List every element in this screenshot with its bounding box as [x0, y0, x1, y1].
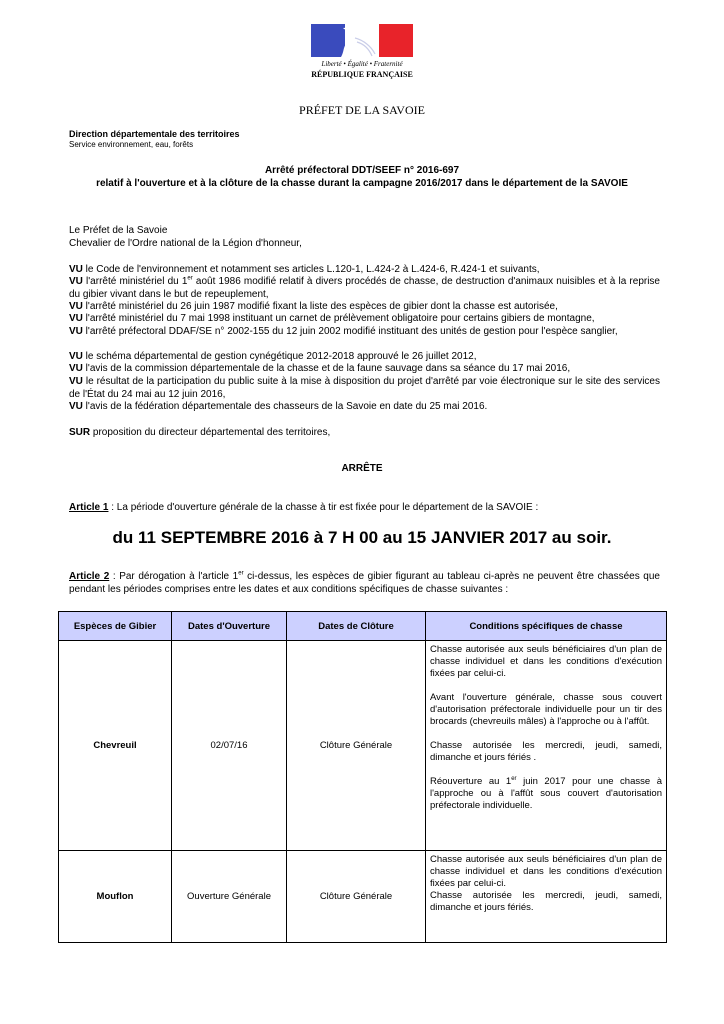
vu-paragraph-7	[69, 363, 660, 376]
republique-francaise-logo	[309, 24, 415, 88]
vu-paragraph-5	[69, 326, 660, 339]
vu-text: l'arrêté ministériel du 26 juin 1987 modifié fixant la liste des espèces de gibier dont la chasse est autorisée,	[82, 301, 558, 312]
article-1	[69, 502, 660, 515]
arrete-heading: ARRÊTE	[341, 463, 383, 474]
vu-paragraph-4	[69, 313, 660, 326]
vu-paragraph-1	[69, 264, 660, 277]
condition-text: Réouverture au 1er juin 2017 pour une chasse à l'approche ou à l'affût sous couvert d'autorisation préfectorale individuelle.	[430, 775, 662, 811]
vu-paragraph-6	[69, 351, 660, 364]
superscript: er	[238, 570, 244, 577]
vu-text: l'arrêté ministériel du 1	[82, 276, 188, 287]
vu-text: l'arrêté ministériel du 7 mai 1998 instituant un carnet de prélèvement obligatoire pour certains gibiers de montagne,	[82, 313, 595, 324]
vu-paragraph-3	[69, 301, 660, 314]
prefet-line: Le Préfet de la Savoie	[69, 225, 168, 236]
article-2	[69, 571, 660, 596]
condition-text: Chasse autorisée aux seuls bénéficiaires d'un plan de chasse individuel et dans les conditions d'exécution fixées par celui-ci.	[430, 644, 662, 679]
conditions-cell	[426, 851, 667, 943]
vu-keyword: VU	[69, 376, 83, 387]
arrete-subtitle: relatif à l'ouverture et à la clôture de la chasse durant la campagne 2016/2017 dans le département de la SAVOIE	[96, 178, 628, 189]
species-cell: Mouflon	[59, 851, 172, 943]
article-2-text: ci-dessus, les espèces de gibier figurant au tableau ci-après ne peuvent être chassées que pendant les périodes comprises entre les dates et aux conditions spécifiques de chasse suivantes :	[69, 571, 660, 595]
article-1-text: : La période d'ouverture générale de la chasse à tir est fixée pour le département de la SAVOIE :	[108, 502, 539, 513]
vu-text: l'avis de la fédération départementale des chasseurs de la Savoie en date du 25 mai 2016.	[82, 401, 488, 412]
vu-keyword: VU	[69, 363, 83, 374]
prefet-heading: PRÉFET DE LA SAVOIE	[299, 103, 425, 117]
column-header-species: Espèces de Gibier	[59, 612, 172, 641]
column-header-closing: Dates de Clôture	[287, 612, 426, 641]
conditions-cell	[426, 641, 667, 851]
motto: Liberté • Égalité • Fraternité	[321, 60, 403, 68]
article-2-text: : Par dérogation à l'article 1	[109, 571, 239, 582]
vu-text: le résultat de la participation du public suite à la mise à disposition du projet d'arrêté par voie électronique sur le site des services de l'État du 24 mai au 12 juin 2016,	[69, 376, 660, 400]
vu-keyword: VU	[69, 276, 83, 287]
opening-date-cell: Ouverture Générale	[172, 851, 287, 943]
opening-date-cell: 02/07/16	[172, 641, 287, 851]
hunting-period-dates: du 11 SEPTEMBRE 2016 à 7 H 00 au 15 JANVIER 2017 au soir.	[112, 528, 612, 547]
vu-text: le Code de l'environnement et notamment ses articles L.120-1, L.424-2 à L.424-6, R.424-1 et suivants,	[82, 264, 540, 275]
sur-paragraph	[69, 427, 660, 440]
condition-text: Chasse autorisée aux seuls bénéficiaires d'un plan de chasse individuel et dans les conditions d'exécution fixées par celui-ci.	[430, 854, 662, 889]
vu-keyword: VU	[69, 264, 83, 275]
vu-keyword: VU	[69, 313, 83, 324]
vu-paragraph-2	[69, 276, 660, 301]
vu-keyword: VU	[69, 401, 83, 412]
table-header-row	[59, 612, 667, 641]
species-table	[58, 611, 667, 943]
direction-name: Direction départementale des territoires	[69, 129, 240, 139]
article-2-label: Article 2	[69, 571, 110, 582]
condition-text: Avant l'ouverture générale, chasse sous couvert d'autorisation préfectorale individuelle pour un tir des brocards (chevreuils mâles) à l'approche ou à l'affût.	[430, 692, 662, 727]
arrete-title: Arrêté préfectoral DDT/SEEF n° 2016-697	[264, 165, 460, 176]
sur-keyword: SUR	[69, 427, 91, 438]
vu-keyword: VU	[69, 326, 83, 337]
vu-text: août 1986 modifié relatif à divers procédés de chasse, de destruction d'animaux nuisibles et à la reprise du gibier vivant dans le but de repeuplement,	[69, 276, 660, 300]
closing-date-cell: Clôture Générale	[287, 851, 426, 943]
vu-paragraph-8	[69, 376, 660, 401]
vu-text: l'avis de la commission départementale de la chasse et de la faune sauvage dans sa séance du 17 mai 2016,	[82, 363, 571, 374]
vu-keyword: VU	[69, 301, 83, 312]
marianne-flag-icon	[311, 24, 413, 57]
vu-text: le schéma départemental de gestion cynégétique 2012-2018 approuvé le 26 juillet 2012,	[82, 351, 477, 362]
condition-text: Chasse autorisée les mercredi, jeudi, samedi, dimanche et jours fériés.	[430, 890, 662, 913]
vu-keyword: VU	[69, 351, 83, 362]
service-name: Service environnement, eau, forêts	[69, 140, 194, 149]
condition-text: Chasse autorisée les mercredi, jeudi, samedi, dimanche et jours fériés .	[430, 740, 662, 763]
table-row	[59, 851, 667, 943]
superscript: er	[187, 275, 193, 282]
chevalier-line: Chevalier de l'Ordre national de la Légion d'honneur,	[69, 238, 302, 249]
article-1-label: Article 1	[69, 502, 109, 513]
superscript: er	[511, 775, 517, 782]
species-cell: Chevreuil	[59, 641, 172, 851]
sur-text: proposition du directeur départemental des territoires,	[90, 427, 331, 438]
republique-francaise: RÉPUBLIQUE FRANÇAISE	[311, 70, 413, 79]
column-header-opening: Dates d'Ouverture	[172, 612, 287, 641]
closing-date-cell: Clôture Générale	[287, 641, 426, 851]
vu-text: l'arrêté préfectoral DDAF/SE n° 2002-155 du 12 juin 2002 modifié instituant des unités de gestion pour l'espèce sanglier,	[82, 326, 618, 337]
column-header-conditions: Conditions spécifiques de chasse	[426, 612, 667, 641]
vu-paragraph-9	[69, 401, 660, 414]
table-row	[59, 641, 667, 851]
